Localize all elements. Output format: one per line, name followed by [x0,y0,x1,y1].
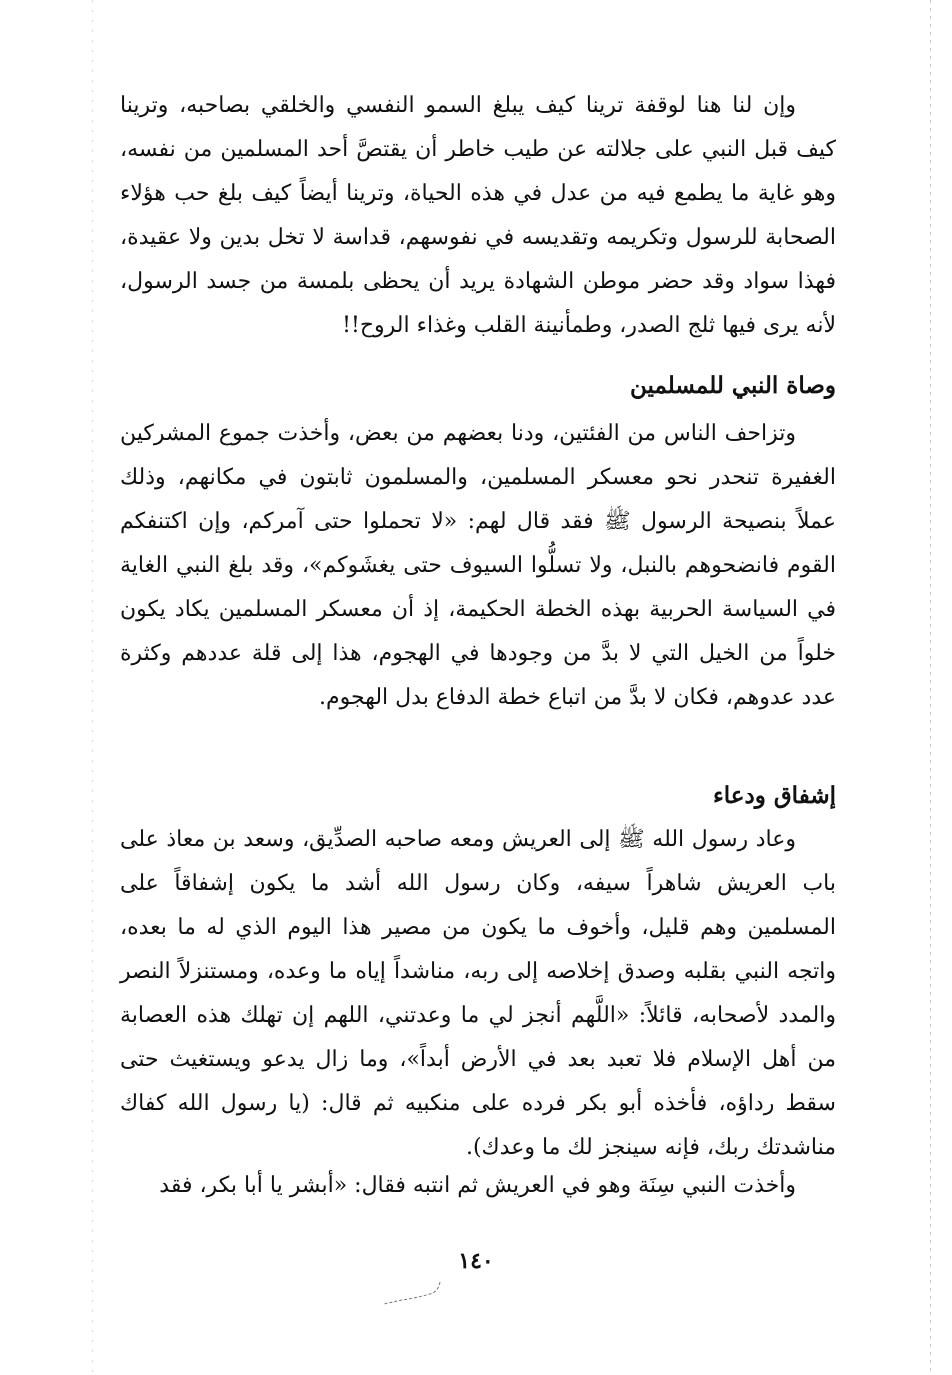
paragraph-3 [120,818,836,1170]
paragraph-4 [120,1164,836,1208]
paragraph-text: وإن لنا هنا لوقفة ترينا كيف يبلغ السمو النفسي والخلقي بصاحبه، وترينا كيف قبل النبي على جلالته عن طيب خاطر أن يقتصَّ أحد المسلمين من نفسه، وهو غاية ما يطمع فيه من عدل في هذه الحياة، وترينا أيضاً كيف بلغ حب هؤلاء الصحابة للرسول وتكريمه وتقديسه في نفوسهم، قداسة لا تخل بدين ولا عقيدة، فهذا سواد وقد حضر موطن الشهادة يريد أن يحظى بلمسة من جسد الرسول، لأنه يرى فيها ثلج الصدر، وطمأنينة القلب وغذاء الروح!! [120,93,836,338]
paragraph-1 [120,84,836,348]
section-heading-prophet-advice: وصاة النبي للمسلمين [630,372,836,399]
paragraph-text: وتزاحف الناس من الفئتين، ودنا بعضهم من بعض، وأخذت جموع المشركين الغفيرة تنحدر نحو معسكر المسلمين، والمسلمون ثابتون في مكانهم، وذلك عملاً بنصيحة الرسول ﷺ فقد قال لهم: «لا تحملوا حتى آمركم، وإن اكتنفكم القوم فانضحوهم بالنبل، ولا تسلُّوا السيوف حتى يغشَوكم»، وقد بلغ النبي الغاية في السياسة الحربية بهذه الخطة الحكيمة، إذ أن معسكر المسلمين يكاد يكون خلواً من الخيل التي لا بدَّ من وجودها في الهجوم، هذا إلى قلة عددهم وكثرة عدد عدوهم، فكان لا بدَّ من اتباع خطة الدفاع بدل الهجوم. [120,421,836,710]
paragraph-text: وعاد رسول الله ﷺ إلى العريش ومعه صاحبه الصدِّيق، وسعد بن معاذ على باب العريش شاهراً سيفه، وكان رسول الله أشد ما يكون إشفاقاً على المسلمين وهم قليل، وأخوف ما يكون من مصير هذا اليوم الذي له ما بعده، واتجه النبي بقلبه وصدق إخلاصه إلى ربه، مناشداً إياه ما وعده، ومستنزلاً النصر والمدد لأصحابه، قائلاً: «اللَّهم أنجز لي ما وعدتني، اللهم إن تهلك هذه العصابة من أهل الإسلام فلا تعبد بعد في الأرض أبداً»، وما زال يدعو ويستغيث حتى سقط رداؤه، فأخذه أبو بكر فرده على منكبيه ثم قال: (يا رسول الله كفاك مناشدتك ربك، فإنه سينجز لك ما وعدك). [120,827,836,1160]
section-heading-compassion-prayer: إشفاق ودعاء [712,782,836,809]
paragraph-2 [120,412,836,720]
page-number: ١٤٠ [458,1248,494,1274]
paragraph-text: وأخذت النبي سِنَة وهو في العريش ثم انتبه فقال: «أبشر يا أبا بكر، فقد [159,1173,796,1198]
scan-edge-line [930,0,931,1375]
scan-margin-line [92,0,93,1375]
pen-scribble-mark [380,1278,450,1308]
